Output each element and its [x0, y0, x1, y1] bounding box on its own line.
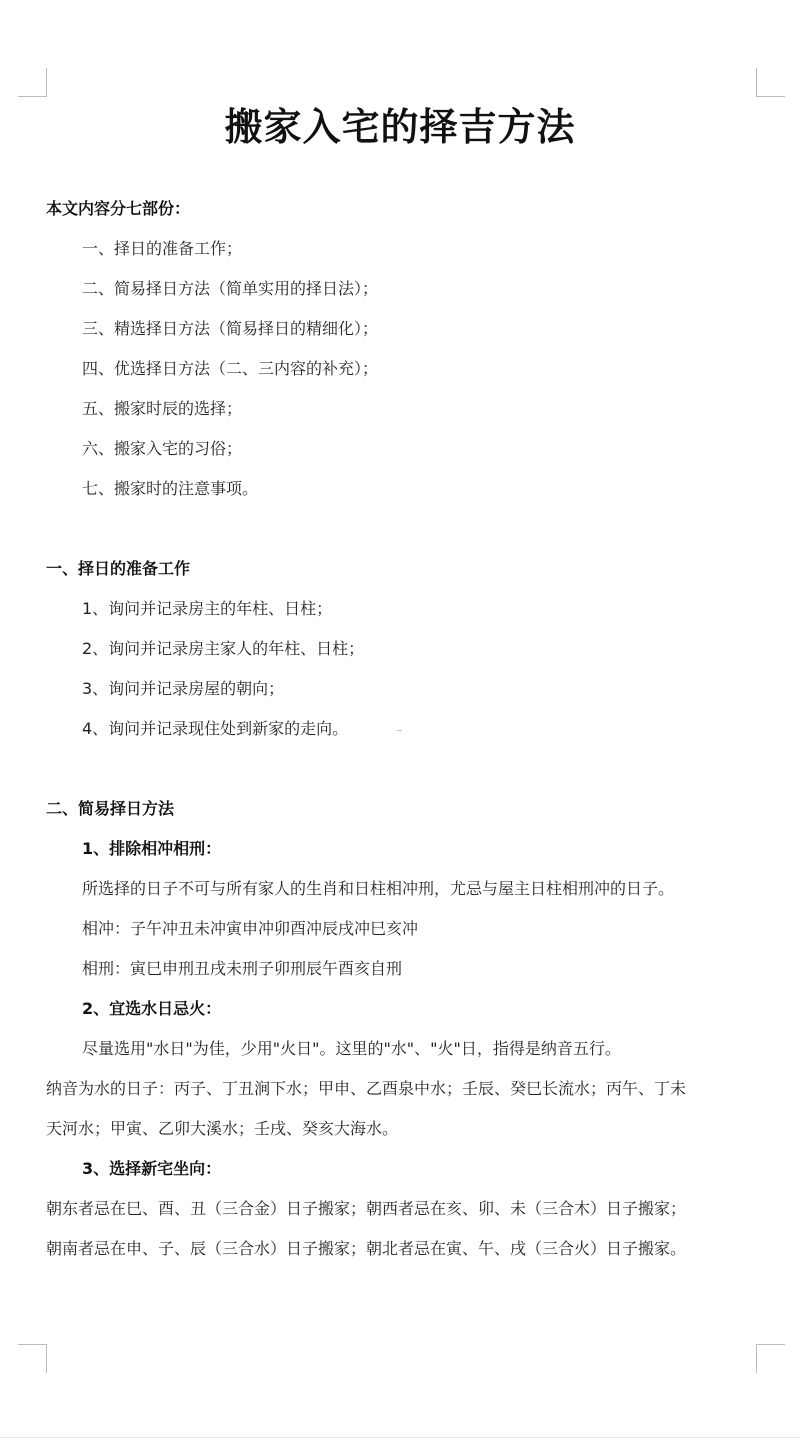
list-item: 1、询问并记录房主的年柱、日柱； — [82, 599, 333, 618]
subsection-heading: 1、排除相冲相刑： — [82, 839, 222, 858]
document-title: 搬家入宅的择吉方法 — [224, 104, 576, 149]
paragraph-line: 所选择的日子不可与所有家人的生肖和日柱相冲刑，尤忌与屋主日柱相刑冲的日子。 — [82, 879, 675, 898]
page-corner-mark — [756, 1344, 785, 1373]
section-heading: 一、择日的准备工作 — [46, 559, 191, 578]
page-corner-mark — [18, 1344, 47, 1373]
paragraph-line: 纳音为水的日子：丙子、丁丑涧下水；甲申、乙酉泉中水；壬辰、癸巳长流水；丙午、丁未 — [46, 1079, 687, 1098]
subsection-heading: 3、选择新宅坐向： — [82, 1159, 222, 1178]
section-heading: 二、简易择日方法 — [46, 799, 175, 818]
subsection-heading: 2、宜选水日忌火： — [82, 999, 222, 1018]
toc-item: 一、择日的准备工作； — [82, 239, 243, 258]
paragraph-line: 相刑：寅巳申刑丑戌未刑子卯刑辰午酉亥自刑 — [82, 959, 403, 978]
toc-item: 七、搬家时的注意事项。 — [82, 479, 259, 498]
stray-mark: ~ — [396, 726, 403, 735]
page-corner-mark — [756, 68, 785, 97]
paragraph-line: 朝南者忌在申、子、辰（三合水）日子搬家；朝北者忌在寅、午、戌（三合火）日子搬家。 — [46, 1239, 687, 1258]
page-bottom-divider — [0, 1437, 800, 1438]
toc-item: 五、搬家时辰的选择； — [82, 399, 243, 418]
page-corner-mark — [18, 68, 47, 97]
list-item: 3、询问并记录房屋的朝向； — [82, 679, 285, 698]
list-item: 4、询问并记录现住处到新家的走向。 — [82, 719, 349, 738]
toc-item: 三、精选择日方法（简易择日的精细化）； — [82, 319, 379, 338]
paragraph-line: 尽量选用"水日"为佳，少用"火日"。这里的"水"、"火"日，指得是纳音五行。 — [82, 1039, 621, 1058]
paragraph-line: 相冲：子午冲丑未冲寅申冲卯酉冲辰戌冲巳亥冲 — [82, 919, 419, 938]
paragraph-line: 朝东者忌在巳、酉、丑（三合金）日子搬家；朝西者忌在亥、卯、未（三合木）日子搬家； — [46, 1199, 687, 1218]
paragraph-line: 天河水；甲寅、乙卯大溪水；壬戌、癸亥大海水。 — [46, 1119, 399, 1138]
intro-heading: 本文内容分七部份： — [46, 199, 191, 218]
list-item: 2、询问并记录房主家人的年柱、日柱； — [82, 639, 365, 658]
toc-item: 二、简易择日方法（简单实用的择日法）； — [82, 279, 379, 298]
toc-item: 六、搬家入宅的习俗； — [82, 439, 243, 458]
toc-item: 四、优选择日方法（二、三内容的补充）； — [82, 359, 379, 378]
